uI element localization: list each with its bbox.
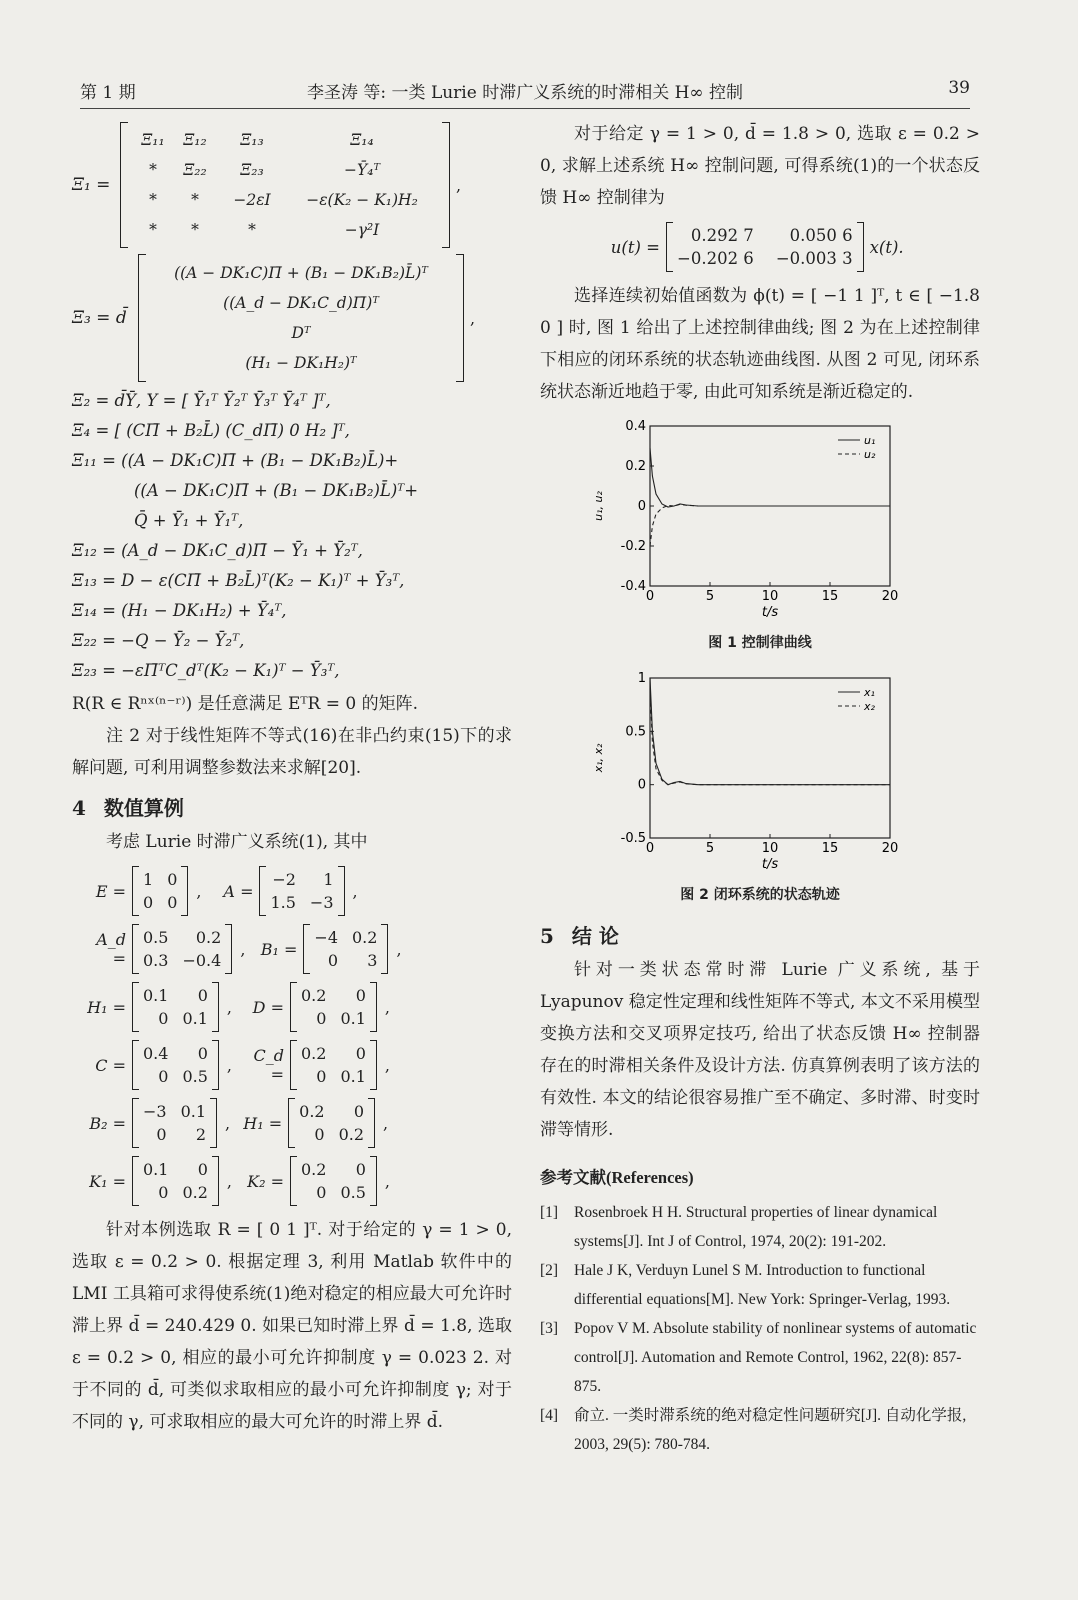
figure-2-caption: 图 2 闭环系统的状态轨迹 — [680, 887, 840, 903]
xi1-cell: * — [149, 221, 157, 239]
matrix-body — [290, 1156, 377, 1206]
x-tick-label: 5 — [705, 589, 715, 604]
y-tick-label: 0.4 — [625, 419, 646, 434]
running-header — [80, 74, 970, 109]
figure-1 — [540, 414, 980, 652]
matrix-entry: 0 — [197, 1160, 208, 1179]
matrix-entry: 0.1 — [143, 986, 169, 1005]
r-definition — [72, 688, 512, 720]
series-line-x₂ — [650, 689, 890, 785]
gain-entry: 0.050 6 — [789, 226, 853, 245]
matrix-entry: 0 — [355, 1160, 366, 1179]
matrix-body — [259, 866, 344, 916]
matrix-entry: 0 — [156, 1125, 167, 1144]
gain-entry: −0.202 6 — [677, 249, 754, 268]
matrix-entry: 0.5 — [143, 928, 169, 947]
matrix-sep: , — [226, 997, 232, 1017]
reference-number: [1] — [540, 1204, 559, 1221]
xi1-cell: Ξ₂₂ — [183, 161, 207, 179]
matrix-name: E = — [95, 881, 126, 901]
initial-condition-text: 选择连续初始值函数为 ϕ(t) = [ −1 1 ]ᵀ, t ∈ [ −1.8 0 ] 时, 图 1 给出了上述控制律曲线; 图 2 为在上述控制律下相应的闭环系统的状态轨迹曲线图. 从图 2 可见, 闭环系统状态渐近地趋于零, 由此可知系统是渐近稳定的. — [540, 286, 980, 402]
matrix-entry: 0 — [158, 1067, 169, 1086]
matrix-body — [132, 1156, 219, 1206]
matrix-body — [132, 924, 232, 974]
r-line: R(R ∈ Rⁿˣ⁽ⁿ⁻ʳ⁾) 是任意满足 EᵀR = 0 的矩阵. — [72, 694, 419, 714]
section-4-number: 4 — [72, 796, 86, 820]
matrix-entry: −0.4 — [182, 951, 222, 970]
xi1-cell: * — [191, 221, 199, 239]
matrix-body — [132, 866, 188, 916]
note-2-text: 注 2 对于线性矩阵不等式(16)在非凸约束(15)下的求解问题, 可利用调整参数法来求解[20]. — [72, 726, 512, 778]
y-tick-label: -0.4 — [620, 579, 646, 594]
y-tick-label: 1 — [637, 671, 646, 686]
matrix-entry: 0.3 — [143, 951, 169, 970]
example-matrices — [72, 866, 512, 1206]
xi3-row: (H₁ − DK₁H₂)ᵀ — [245, 354, 357, 372]
matrix-entry: −3 — [309, 893, 334, 912]
xi1-cell: Ξ₁₂ — [183, 131, 207, 149]
y-axis-label: x₁, x₂ — [592, 743, 605, 773]
matrix-name: A = — [223, 881, 254, 901]
xi1-cell: Ξ₁₄ — [350, 131, 374, 149]
matrix-entry: 0.2 — [182, 1183, 208, 1202]
conclusion-text: 针对一类状态常时滞 Lurie 广义系统, 基于 Lyapunov 稳定性定理和线性矩阵不等式, 本文不采用模型变换方法和交叉项界定技巧, 给出了状态反馈 H∞ 控制器存在的时滞相关条件及设计方法. 仿真算例表明了该方法的有效性. 本文的结论很容易推广至不确定、多时滞、时变时滞等情形. — [540, 960, 980, 1140]
x-tick-label: 10 — [761, 841, 779, 856]
xi1-cell: −Ȳ₄ᵀ — [344, 161, 380, 179]
matrix-entry: −4 — [314, 928, 338, 947]
matrix-entry: 0.1 — [180, 1102, 207, 1121]
controller-text: 对于给定 γ = 1 > 0, d̄ = 1.8 > 0, 选取 ε = 0.2 > 0, 求解上述系统 H∞ 控制问题, 可得系统(1)的一个状态反馈 H∞ 控制律为 — [540, 124, 980, 208]
equation-line: Ξ₄ = [ (CΠ̄ + B₂L̄) (C_dΠ̄) 0 H₂ ]ᵀ, — [72, 421, 350, 440]
control-gain-matrix — [666, 222, 864, 272]
equation-line: Ξ₁₁ = ((A − DK₁C)Π̄ + (B₁ − DK₁B₂)L̄)+ — [72, 451, 399, 470]
matrix-sep: , — [384, 997, 390, 1017]
matrix-row — [82, 866, 512, 916]
section-5-heading — [540, 918, 980, 954]
matrix-sep: , — [396, 939, 402, 959]
matrix-entry: 0.1 — [340, 1009, 366, 1028]
note-2 — [72, 720, 512, 784]
matrix-entry: 0.1 — [340, 1067, 366, 1086]
reference-list — [540, 1198, 980, 1459]
matrix-name: K₂ = — [247, 1171, 284, 1191]
matrix-entry: 1 — [143, 870, 154, 889]
figure-2-chart — [540, 666, 980, 876]
controller-paragraph — [540, 118, 980, 214]
gain-entry: 0.292 7 — [690, 226, 754, 245]
equation-line: Ξ₁₃ = D − ε(CΠ̄ + B₂L̄)ᵀ(K₂ − K₁)ᵀ + Ȳ₃ᵀ, — [72, 571, 405, 590]
matrix-entry: 2 — [195, 1125, 207, 1144]
control-law-tail: x(t). — [869, 237, 904, 257]
reference-item — [540, 1198, 980, 1256]
equation-line: Ξ₁₂ = (A_d − DK₁C_d)Π̄ − Ȳ₁ + Ȳ₂ᵀ, — [72, 541, 363, 560]
matrix-entry: 0 — [143, 893, 154, 912]
matrix-entry: 0.2 — [352, 928, 378, 947]
section-5-title: 结 论 — [571, 924, 619, 948]
matrix-entry: 0 — [197, 1044, 208, 1063]
section-4-title: 数值算例 — [103, 796, 184, 820]
matrix-name: B₁ = — [260, 939, 298, 959]
xi1-cell: * — [149, 161, 157, 179]
matrix-name: B₂ = — [89, 1113, 126, 1133]
matrix-name: K₁ = — [89, 1171, 126, 1191]
matrix-entry: 1 — [323, 870, 334, 889]
equation-line: Ξ₂₂ = −Q − Ȳ₂ − Ȳ₂ᵀ, — [72, 631, 245, 650]
matrix-sep: , — [225, 1113, 231, 1133]
y-tick-label: 0 — [637, 499, 646, 514]
matrix-row — [82, 1156, 512, 1206]
references-heading: 参考文献(References) — [540, 1168, 694, 1187]
y-tick-label: -0.2 — [620, 539, 646, 554]
matrix-entry: 0 — [197, 986, 208, 1005]
matrix-sep: , — [240, 939, 246, 959]
matrix-body — [132, 982, 219, 1032]
xi1-cell: * — [191, 191, 199, 209]
matrix-sep: , — [384, 1171, 390, 1191]
equation-line: Ξ₂₃ = −εΠ̄ᵀC_dᵀ(K₂ − K₁)ᵀ − Ȳ₃ᵀ, — [72, 661, 340, 680]
reference-number: [2] — [540, 1262, 559, 1279]
xi1-cell: Ξ₂₃ — [240, 161, 264, 179]
matrix-sep: , — [226, 1171, 232, 1191]
y-tick-label: 0.5 — [625, 724, 646, 740]
y-tick-label: -0.5 — [620, 831, 646, 846]
matrix-name: C_d = — [253, 1046, 284, 1084]
legend-label: u₁ — [864, 434, 876, 447]
control-law-label: u(t) = — [610, 237, 660, 257]
matrix-sep: , — [226, 1055, 232, 1075]
x-tick-label: 5 — [705, 841, 715, 856]
example-intro — [72, 826, 512, 858]
matrix-body — [303, 924, 388, 974]
right-column — [540, 118, 980, 1459]
xi1-cell: −2εI — [233, 191, 271, 209]
reference-number: [4] — [540, 1407, 559, 1424]
matrix-entry: 0 — [353, 1102, 365, 1121]
matrix-entry: 0 — [316, 1183, 327, 1202]
matrix-body — [290, 1040, 377, 1090]
equation-line: Ξ₁₄ = (H₁ − DK₁H₂) + Ȳ₄ᵀ, — [72, 601, 287, 620]
reference-text: Rosenbroek H H. Structural properties of linear dynamical systems[J]. Int J of Control, 1974, 20(2): 191-202. — [574, 1204, 938, 1250]
page-number: 39 — [948, 78, 970, 98]
reference-item — [540, 1314, 980, 1401]
x-tick-label: 0 — [645, 841, 655, 856]
xi1-grid — [133, 126, 437, 244]
figure-1-caption: 图 1 控制律曲线 — [708, 635, 812, 651]
matrix-row — [82, 924, 512, 974]
matrix-entry: 0.2 — [301, 1044, 327, 1063]
matrix-entry: 0.2 — [195, 928, 222, 947]
xi1-cell: * — [149, 191, 157, 209]
y-tick-label: 0 — [637, 777, 646, 793]
example-intro-text: 考虑 Lurie 时滞广义系统(1), 其中 — [106, 832, 368, 852]
matrix-entry: 0.2 — [301, 986, 327, 1005]
equation-list — [72, 386, 512, 686]
matrix-entry: 0 — [355, 986, 366, 1005]
equation-line: ((A − DK₁C)Π̄ + (B₁ − DK₁B₂)L̄)ᵀ+ — [134, 481, 419, 500]
matrix-sep: , — [383, 1113, 389, 1133]
matrix-name: A_d = — [96, 930, 126, 968]
matrix-entry: 0 — [316, 1009, 327, 1028]
matrix-entry: 0.1 — [182, 1009, 208, 1028]
matrix-entry: 0.1 — [143, 1160, 169, 1179]
xi1-cell: −γ²I — [344, 221, 380, 239]
matrix-row — [82, 982, 512, 1032]
matrix-name: C = — [95, 1055, 126, 1075]
matrix-entry: 0.5 — [340, 1183, 366, 1202]
xi3-row: ((A − DK₁C)Π̄ + (B₁ − DK₁B₂)L̄)ᵀ — [174, 264, 428, 282]
reference-text: 俞立. 一类时滞系统的绝对稳定性问题研究[J]. 自动化学报, 2003, 29(5): 780-784. — [574, 1407, 967, 1453]
equation-line: Q̄ + Ȳ₁ + Ȳ₁ᵀ, — [134, 511, 244, 530]
matrix-entry: 0.2 — [338, 1125, 365, 1144]
initial-condition-paragraph — [540, 280, 980, 408]
legend-label: x₁ — [864, 686, 875, 699]
series-line-x₁ — [650, 678, 890, 785]
matrix-name: H₁ = — [87, 997, 126, 1017]
matrix-sep: , — [196, 881, 202, 901]
matrix-entry: 0.4 — [143, 1044, 169, 1063]
matrix-entry: −3 — [143, 1102, 167, 1121]
legend-label: u₂ — [864, 448, 876, 461]
section-5-number: 5 — [540, 924, 554, 948]
xi1-label: Ξ₁ = — [72, 175, 111, 195]
xi3-row: Dᵀ — [291, 324, 311, 342]
x-tick-label: 15 — [821, 841, 839, 856]
matrix-entry: 1.5 — [270, 893, 296, 912]
issue-number: 第 1 期 — [80, 83, 136, 103]
matrix-name: H₁ = — [243, 1113, 283, 1133]
xi1-cell: −ε(K₂ − K₁)H₂ — [306, 191, 418, 209]
matrix-sep: , — [352, 881, 358, 901]
matrix-body — [132, 1098, 217, 1148]
matrix-entry: 0.5 — [182, 1067, 208, 1086]
plot-frame — [650, 678, 890, 838]
equation-line: Ξ₂ = d̄Ȳ, Y = [ Ȳ₁ᵀ Ȳ₂ᵀ Ȳ₃ᵀ Ȳ₄ᵀ ]ᵀ, — [72, 391, 331, 410]
gain-entry: −0.003 3 — [775, 249, 853, 268]
reference-text: Popov V M. Absolute stability of nonlinear systems of automatic control[J]. Automation and Remote Control, 1962, 22(8): 857-875. — [574, 1320, 977, 1395]
matrix-entry: 0 — [167, 893, 178, 912]
x-axis-label: t/s — [761, 605, 779, 620]
figure-1-chart — [540, 414, 980, 624]
x-tick-label: 10 — [761, 589, 779, 604]
running-title: 李圣涛 等: 一类 Lurie 时滞广义系统的时滞相关 H∞ 控制 — [307, 83, 743, 103]
conclusion-paragraph — [540, 954, 980, 1146]
matrix-row — [82, 1040, 512, 1090]
series-line-u₁ — [650, 448, 890, 507]
control-law — [540, 222, 980, 272]
matrix-body — [288, 1098, 375, 1148]
matrix-entry: 0 — [158, 1009, 169, 1028]
legend-label: x₂ — [864, 700, 875, 713]
series-line-u₂ — [650, 504, 890, 546]
xi3-stack — [151, 258, 451, 378]
section-4-heading — [72, 790, 512, 826]
x-tick-label: 0 — [645, 589, 655, 604]
left-column — [72, 118, 512, 1438]
matrix-entry: 0.2 — [301, 1160, 327, 1179]
matrix-entry: 0 — [355, 1044, 366, 1063]
matrix-row — [82, 1098, 512, 1148]
xi3-matrix: Ξ₃ = d̄ ((A − DK₁C)Π̄ + (B₁ − DK₁B₂)L̄)ᵀ ((A_d − DK₁C_d)Π̄)ᵀ Dᵀ (H₁ − DK₁H₂)ᵀ , — [72, 254, 512, 382]
x-tick-label: 15 — [821, 589, 839, 604]
matrix-entry: −2 — [272, 870, 296, 889]
reference-text: Hale J K, Verduyn Lunel S M. Introduction to functional differential equations[M]. New York: Springer-Verlag, 1993. — [574, 1262, 951, 1308]
matrix-entry: 3 — [367, 951, 378, 970]
x-tick-label: 20 — [881, 841, 899, 856]
matrix-body — [290, 982, 377, 1032]
figure-2 — [540, 666, 980, 904]
matrix-sep: , — [384, 1055, 390, 1075]
x-axis-label: t/s — [761, 857, 779, 872]
matrix-entry: 0 — [316, 1067, 327, 1086]
reference-number: [3] — [540, 1320, 559, 1337]
results-paragraph — [72, 1214, 512, 1438]
matrix-entry: 0.2 — [299, 1102, 325, 1121]
xi3-row: ((A_d − DK₁C_d)Π̄)ᵀ — [223, 294, 379, 312]
xi1-cell: * — [248, 221, 256, 239]
x-tick-label: 20 — [881, 589, 899, 604]
reference-item — [540, 1256, 980, 1314]
matrix-entry: 0 — [158, 1183, 169, 1202]
reference-item — [540, 1401, 980, 1459]
y-tick-label: 0.2 — [625, 459, 646, 474]
xi1-matrix: Ξ₁ = Ξ₁₁ Ξ₁₂ Ξ₁₃ Ξ₁₄ * Ξ₂₂ Ξ₂₃ −Ȳ₄ᵀ * * −2εI −ε(K₂ − K₁)H₂ * * * −γ²I , — [72, 122, 512, 248]
xi1-cell: Ξ₁₁ — [141, 131, 165, 149]
xi1-cell: Ξ₁₃ — [240, 131, 264, 149]
matrix-entry: 0 — [314, 1125, 325, 1144]
xi3-label: Ξ₃ = d̄ — [72, 308, 127, 328]
matrix-entry: 0 — [167, 870, 178, 889]
matrix-body — [132, 1040, 219, 1090]
results-text: 针对本例选取 R = [ 0 1 ]ᵀ. 对于给定的 γ = 1 > 0, 选取 ε = 0.2 > 0. 根据定理 3, 利用 Matlab 软件中的 LMI 工具箱可求得使系统(1)绝对稳定的相应最大可允许时滞上界 d̄ = 240.429 0. 如果已知时滞上界 d̄ = 1.8, 选取 ε = 0.2 > 0, 相应的最小可允许抑制度 γ = 0.023 2. 对于不同的 d̄, 可类似求取相应的最小可允许抑制度 γ; 对于不同的 γ, 可求取相应的最大可允许的时滞上界 d̄. — [72, 1220, 512, 1432]
y-axis-label: u₁, u₂ — [592, 491, 605, 521]
matrix-name: D = — [252, 997, 284, 1017]
matrix-entry: 0 — [327, 951, 338, 970]
